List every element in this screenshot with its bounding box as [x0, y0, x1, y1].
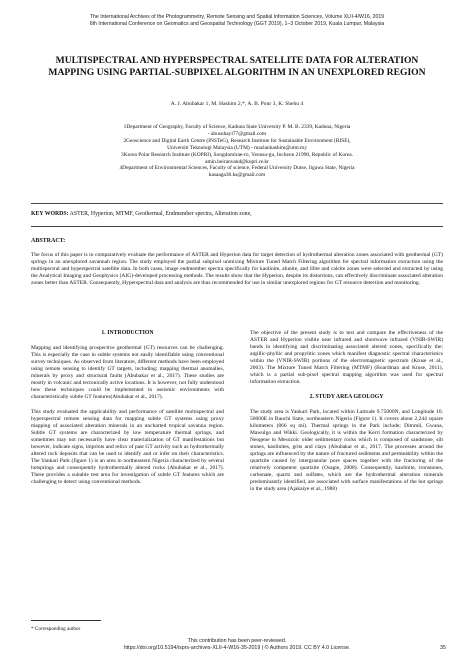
affiliation-line: kasaaga36.ks@gmail.com — [208, 172, 266, 179]
section-heading-introduction: 1. INTRODUCTION — [101, 330, 154, 336]
affiliation-line: 1Department of Geography, Faculty of Science, Kaduna State University P. M. B. 2339, Kaduna, Nigeria — [123, 124, 351, 130]
divider-top — [31, 203, 443, 204]
footnote: * Corresponding author — [31, 626, 81, 632]
affiliation-line: amin.beiranvand@kopri.re.kr — [205, 158, 269, 165]
abstract-text: The focus of this paper is to comparatively evaluate the performance of ASTER and Hyperion data for target detection of hydrothermal alteration zones associated with geothermal (GT) springs in an unexplored savannah region. The study employed the partial subpixel unmixing Mixture Tuned Match Filtering algorithm for spectral information extraction using the multispectral and hyperspectral satellite data. In both cases, image endmember spectra specifically for kaolinite, alunite, and illite and calcite zones were selected and extracted by using the Analytical Imaging and Geophysics (AIG)-developed processing methods. The results show that the Hyperion, despite its distortions, can effectively discriminate associated alteration zones better than ASTER. Consequently, Hyperspectral data and analysis are thus recommended for use in similar unexplored regions for GT resource detection and monitoring. — [31, 252, 443, 286]
affiliation-line: 2Geoscience and Digital Earth Centre (INSTeG), Research Institute for Sustainable Environment (RISE), — [123, 137, 351, 144]
abstract-heading: ABSTRACT: — [31, 238, 66, 244]
keywords-text: ASTER, Hyperion, MTMF, Geothermal, Endmember spectra, Alteration zone, — [68, 211, 252, 217]
paper-title: MULTISPECTRAL AND HYPERSPECTRAL SATELLITE DATA FOR ALTERATION MAPPING USING PARTIAL-SUBPIXEL ALGORITHM IN AN UNEXPLORED REGION — [48, 55, 426, 78]
page-number: 35 — [440, 645, 446, 651]
page-footer — [20, 638, 454, 652]
author-names: A. J. Abubakar 1, M. Hashim 2,*, A. B. Pour 3, K. Shehu 4 — [170, 101, 304, 107]
affiliation-line: 3Korea Polar Research Institute (KOPRI), Songdomirae-ro, Yeonsu-gu, Incheon 21990, Republic of Korea. — [121, 151, 353, 158]
intro-paragraph-2: This study evaluated the applicability and performance of satellite multispectral and hyperspectral remote sensing data for mapping subtle GT systems using proxy mapping of associated alteration minerals in an uncharted tropical savanna region. Subtle GT systems are characterized by low temperature thermal springs, and sometimes may not necessarily have clear materialization of GT manifestations but however, indicate signs, imprints and relics of past GT activity such as hydrothermally altered rock deposits that can be used to identify and or infer on their characteristics. The Yankari Park (figure 1) is an area in northeastern Nigeria characterized by several hotsprings and consequently hydrothermally altered rocks (Abubakar et al., 2017). These provides a suitable test area for investigation of subtle GT features which are challenging to detect using conventional methods. — [31, 409, 224, 485]
intro-paragraph-3: The objective of the present study is to test and compare the effectiveness of the ASTER and Hyperion visible near infrared and shortwave infrared (VNIR-SWIR) bands in identifying and discriminating associated altered zones, specifically the; argillic-phyllic and propylitic zones which manifest diagnostic spectral characteristics within the (VNIR-SWIR) portions of the electromagnetic spectrum (Kruse et al., 2003). The Mixture Tuned Match Filtering (MTMF) (Boardman and Kruse, 2011), which is a partial sub-pixel spectral mapping algorithm was used for spectral information extraction. — [250, 330, 443, 385]
keywords — [31, 211, 443, 218]
right-column — [250, 330, 443, 501]
affiliation-line: Universiti Teknologi Malaysia (UTM) - mazlanhashim@utm.my — [167, 144, 307, 151]
journal-header — [20, 14, 454, 28]
left-column — [31, 330, 224, 494]
section-heading-study-area: 2. STUDY AREA GEOLOGY — [309, 394, 384, 400]
study-area-paragraph: The study area is Yankari Park, located within Latitude 9.75000N, and Longitude 10. 50000E in Bauchi State, northeastern Nigeria (Figure 1). It covers about 2,244 square kilometers (866 sq mi). Thermal springs in the Park include; Dimmil, Gwana, Mawulgo and Wikki. Geologically, it is within the Kerri formation characterized by Neogene to Mesozoic older sedimentary rocks which is composed of sandstone, silt stones, kaolinites, grits and clays (Abubakar et al., 2017. The processes around the springs are influenced by the nature of fractured sediments and permeability within the quartzite caused by intergranular pore spaces together with the fracturing of the relatively competent quartzite (Osagie, 2008). Consequently, kaolinite, ironstones, carbonate, quartz and sulfates, which are the hydrothermal alteration minerals predominantly identified, are associated with surface manifestations of the hot springs in the study area (Ajakaiye et al., 1988) — [250, 409, 443, 492]
footer-line-1: This contribution has been peer-reviewed. — [187, 638, 287, 644]
intro-paragraph-1: Mapping and identifying prospective geothermal (GT) resources can be challenging. This is especially the case in subtle systems not easily identifiable using conventional survey techniques. As observed from literature, different methods have been employed using remote sensing to identify GT targets, including; mapping thermal anomalies, minerals by proxy and structural faults (Abubakar et al., 2017). These studies are mostly in volcanic and tectonically active locations. It is however, not fully understood how these techniques could be implemented in aseismic environments with characteristically subtle GT features(Abubakar et al., 2017). — [31, 345, 224, 400]
footer-doi-link[interactable]: https://doi.org/10.5194/isprs-archives-XLII-4-W16-35-2019 | © Authors 2019. CC BY 4.0 License. — [123, 645, 351, 651]
author-list — [40, 101, 434, 108]
affiliation-line: 4Department of Environmental Sciences, Faculty of science, Federal University Dutse, Jigawa State, Nigeria — [119, 165, 355, 172]
affiliation-line: - abusuhayl77@gmail.com — [207, 130, 267, 137]
divider-bottom — [31, 226, 443, 227]
footnote-rule — [31, 620, 101, 621]
affiliations — [50, 124, 424, 179]
header-line-2: 6th International Conference on Geomatics and Geospatial Technology (GGT 2019), 1–3 October 2019, Kuala Lumpur, Malaysia — [89, 21, 385, 27]
keywords-label: KEY WORDS: — [31, 211, 69, 217]
header-line-1: The International Archives of the Photogrammetry, Remote Sensing and Spatial Information Sciences, Volume XLII-4/W16, 2019 — [89, 14, 385, 20]
